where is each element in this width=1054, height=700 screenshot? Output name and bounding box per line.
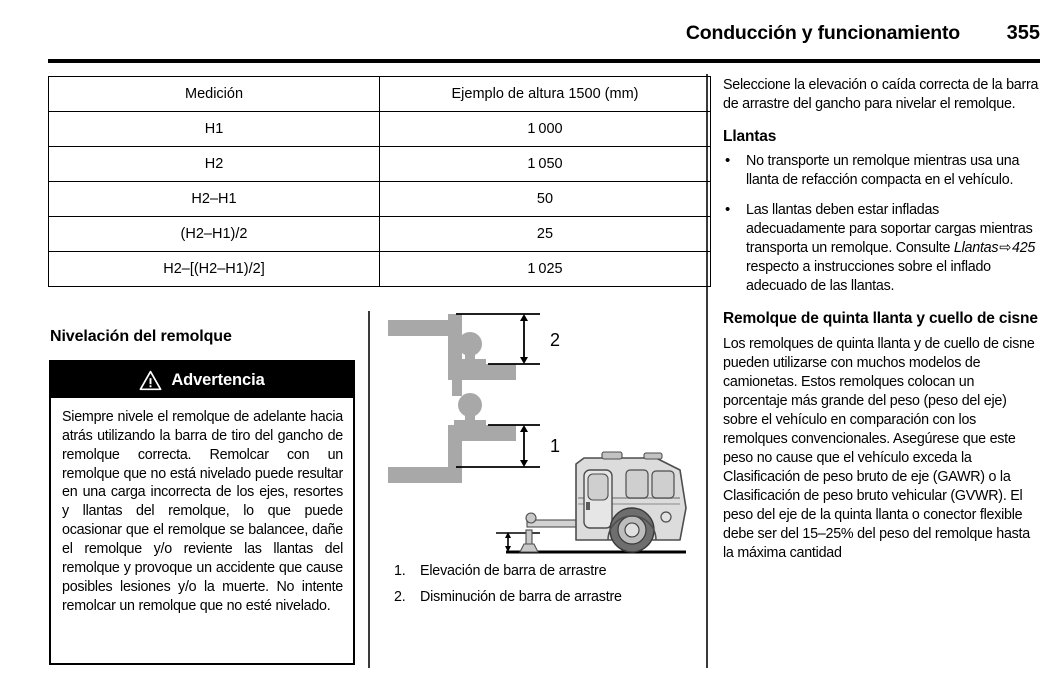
list-item bbox=[723, 201, 1040, 296]
measurement-table bbox=[48, 76, 711, 287]
legend-number: 1. bbox=[394, 563, 406, 579]
legend-item bbox=[394, 562, 690, 581]
table-cell-measurement: H2 bbox=[49, 147, 380, 182]
page-header bbox=[48, 22, 1040, 62]
warning-title: Advertencia bbox=[171, 370, 265, 389]
page-number: 355 bbox=[1006, 22, 1040, 44]
cross-reference-page: 425 bbox=[1012, 240, 1036, 257]
table-row bbox=[49, 112, 711, 147]
heading-tires: Llantas bbox=[723, 128, 777, 145]
list-item-text-after: respecto a instrucciones sobre el inflado adecuado de las llantas. bbox=[746, 259, 991, 295]
legend-item bbox=[394, 588, 690, 607]
intro-paragraph: Seleccione la elevación o caída correcta de la barra de arrastre del gancho para nivelar el remolque. bbox=[723, 77, 1039, 112]
table-header-measurement: Medición bbox=[49, 77, 380, 112]
table-header-example: Ejemplo de altura 1500 (mm) bbox=[380, 77, 711, 112]
list-item-text bbox=[746, 201, 1040, 296]
table-cell-measurement: H2–H1 bbox=[49, 182, 380, 217]
table-cell-example: 1 025 bbox=[380, 252, 711, 287]
legend-label: Elevación de barra de arrastre bbox=[420, 563, 607, 579]
list-item bbox=[723, 152, 1040, 190]
list-item-text-before: Las llantas deben estar infladas adecuadamente para soportar cargas mientras transporta un remolque. Consulte bbox=[746, 202, 1033, 257]
table-cell-measurement: (H2–H1)/2 bbox=[49, 217, 380, 252]
right-text-column bbox=[723, 76, 1040, 576]
table-cell-measurement: H1 bbox=[49, 112, 380, 147]
middle-column-divider bbox=[368, 311, 370, 668]
table-row bbox=[49, 147, 711, 182]
legend-number: 2. bbox=[394, 589, 406, 606]
tires-bullet-list bbox=[723, 152, 1040, 296]
table-row bbox=[49, 182, 711, 217]
drawbar-drop-illustration bbox=[388, 314, 516, 396]
drawbar-diagram bbox=[388, 312, 688, 560]
table-cell-example: 1 000 bbox=[380, 112, 711, 147]
bullet-point-icon: • bbox=[725, 201, 731, 219]
callout-label-1: 1 bbox=[550, 436, 561, 456]
fifth-wheel-paragraph: Los remolques de quinta llanta y de cuello de cisne pueden utilizarse con muchos modelos de camionetas. Estos remolques colocan un porcentaje más grande del peso (peso del eje) sobre el vehículo en comparación con los remolques convencionales. Asegúrese que este peso no cause que el vehículo exceda la Clasificación de peso bruto de eje (GAWR) o la Clasificación de peso bruto vehicular (GVWR). El peso del eje de la quinta llanta o conector flexible debe ser del 15–25% del peso del remolque hasta la máxima cantidad bbox=[723, 335, 1035, 561]
table-cell-example: 25 bbox=[380, 217, 711, 252]
cross-reference-link[interactable] bbox=[954, 240, 1035, 256]
warning-body-text: Siempre nivele el remolque de adelante hacia atrás utilizando la barra de tiro del gancho de remolque correcta. Remolcar con un remolque que no está nivelado puede resultar en una carga incorrecta de los ejes, resortes y llantas del remolque, lo que puede ocasionar que el remolque se balancee, dañe el remolque y/o reviente las llantas del remolque y provoque un accidente que cause posibles lesiones y/o la muerte. No intente remolcar un remolque que no esté nivelado. bbox=[62, 409, 343, 614]
list-item-text: No transporte un remolque mientras usa una llanta de refacción compacta en el vehículo. bbox=[746, 153, 1020, 189]
table-row bbox=[49, 252, 711, 287]
table-cell-example: 1 050 bbox=[380, 147, 711, 182]
warning-callout-box bbox=[49, 360, 355, 665]
page-title: Conducción y funcionamiento bbox=[685, 22, 960, 44]
bullet-point-icon: • bbox=[725, 152, 731, 170]
table-row bbox=[49, 217, 711, 252]
table-header-row bbox=[49, 77, 711, 112]
warning-header-bar bbox=[51, 362, 353, 398]
table-cell-example: 50 bbox=[380, 182, 711, 217]
drawbar-rise-illustration bbox=[388, 393, 516, 483]
figure-legend bbox=[394, 562, 690, 615]
cross-reference-label: Llantas bbox=[953, 240, 999, 257]
heading-fifth-wheel: Remolque de quinta llanta y cuello de cisne bbox=[723, 310, 1038, 328]
callout-label-2: 2 bbox=[550, 330, 561, 350]
legend-label: Disminución de barra de arrastre bbox=[420, 589, 622, 606]
warning-triangle-icon bbox=[139, 370, 162, 391]
table-cell-measurement: H2–[(H2–H1)/2] bbox=[49, 252, 380, 287]
section-heading-leveling: Nivelación del remolque bbox=[50, 328, 232, 345]
header-divider-rule bbox=[48, 59, 1040, 63]
cross-reference-arrow-icon: ⇨ bbox=[999, 240, 1012, 257]
